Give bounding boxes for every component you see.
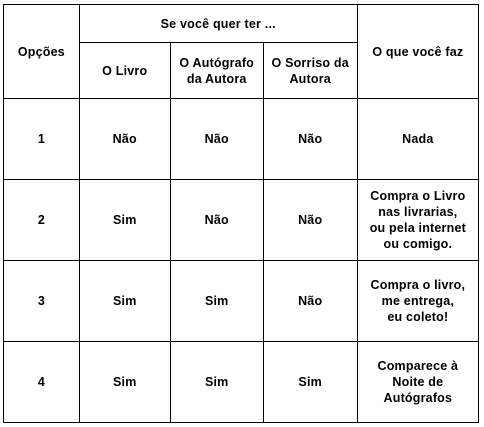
header-group [79, 5, 357, 43]
table-row [4, 180, 479, 261]
value-sorriso: Não [263, 99, 357, 180]
table-row [4, 342, 479, 423]
header-row-top [4, 5, 479, 43]
header-col-sorriso [263, 43, 357, 99]
value-sorriso: Sim [263, 342, 357, 423]
action-text: Compra o Livro nas livrarias, ou pela internet ou comigo. [357, 180, 478, 261]
header-col-autografo-label: O Autógrafo da Autora [179, 55, 255, 86]
header-col-livro [79, 43, 170, 99]
value-autografo: Sim [170, 261, 263, 342]
value-autografo: Não [170, 180, 263, 261]
option-number: 1 [4, 99, 80, 180]
value-livro: Não [79, 99, 170, 180]
option-number: 3 [4, 261, 80, 342]
header-action [357, 5, 478, 99]
table-row [4, 99, 479, 180]
action-text: Comparece à Noite de Autógrafos [357, 342, 478, 423]
table-row [4, 261, 479, 342]
header-group-label: Se você quer ter ... [160, 16, 276, 31]
value-livro: Sim [79, 261, 170, 342]
option-number: 2 [4, 180, 80, 261]
value-autografo: Sim [170, 342, 263, 423]
header-options-label: Opções [17, 44, 65, 59]
action-text: Nada [357, 99, 478, 180]
value-livro: Sim [79, 180, 170, 261]
header-action-label: O que você faz [372, 44, 464, 59]
header-options [4, 5, 80, 99]
value-sorriso: Não [263, 261, 357, 342]
action-text: Compra o livro, me entrega, eu coleto! [357, 261, 478, 342]
value-livro: Sim [79, 342, 170, 423]
options-table [3, 4, 479, 423]
value-sorriso: Não [263, 180, 357, 261]
value-autografo: Não [170, 99, 263, 180]
option-number: 4 [4, 342, 80, 423]
header-col-autografo [170, 43, 263, 99]
header-col-sorriso-label: O Sorriso da Autora [271, 55, 349, 86]
header-col-livro-label: O Livro [102, 63, 148, 78]
